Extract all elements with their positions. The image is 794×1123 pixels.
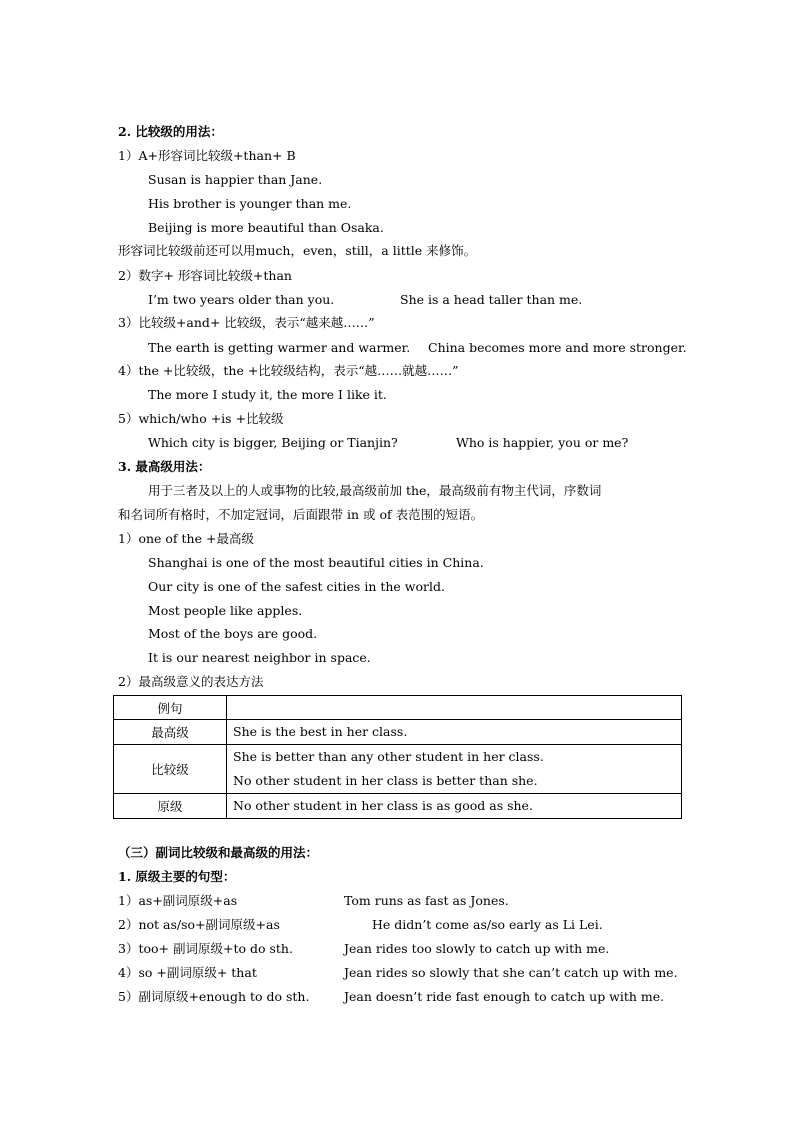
pattern-label: 1）as+副词原级+as: [118, 893, 238, 908]
rule-title: 1）A+形容词比较级+than+ B: [118, 148, 296, 163]
rule-title: 3）比较级+and+ 比较级，表示“越来越……”: [118, 315, 375, 330]
rule-title: 1）one of the +最高级: [118, 531, 254, 546]
example-sentence: The earth is getting warmer and warmer.: [148, 340, 411, 355]
example-sentence: Our city is one of the safest cities in the world.: [148, 579, 445, 594]
pattern-label: 5）副词原级+enough to do sth.: [118, 989, 310, 1004]
pattern-label: 2）not as/so+副词原级+as: [118, 917, 280, 932]
example-sentence: It is our nearest neighbor in space.: [148, 650, 371, 665]
example-sentence: Jean rides so slowly that she can’t catch up with me.: [344, 965, 678, 980]
rule-title: 2）数字+ 形容词比较级+than: [118, 268, 292, 283]
example-sentence: Tom runs as fast as Jones.: [344, 893, 509, 908]
paragraph-line: 用于三者及以上的人或事物的比较,最高级前加 the，最高级前有物主代词，序数词: [148, 483, 602, 498]
table-header-row: [114, 696, 682, 720]
example-sentence: Most of the boys are good.: [148, 626, 318, 641]
rule-title: 5）which/who +is +比较级: [118, 411, 284, 426]
example-sentence: Beijing is more beautiful than Osaka.: [148, 220, 384, 235]
example-sentence: His brother is younger than me.: [148, 196, 352, 211]
table-cell-sentence: She is the best in her class.: [227, 720, 682, 745]
example-sentence: Jean rides too slowly to catch up with me.: [344, 941, 610, 956]
example-sentence: He didn’t come as/so early as Li Lei.: [372, 917, 603, 932]
table-header-cell: [227, 696, 682, 720]
example-sentence: Shanghai is one of the most beautiful cities in China.: [148, 555, 484, 570]
superlative-expression-table: [113, 695, 682, 819]
example-sentence: Which city is bigger, Beijing or Tianjin?: [148, 435, 398, 450]
note-paragraph: 形容词比较级前还可以用much，even，still，a little 来修饰。: [118, 243, 477, 258]
table-row: [114, 745, 682, 794]
table-row: [114, 720, 682, 745]
section-heading-adverbs: （三）副词比较级和最高级的用法：: [118, 845, 319, 860]
example-sentence: Most people like apples.: [148, 603, 303, 618]
example-sentence: Susan is happier than Jane.: [148, 172, 323, 187]
paragraph-line: 和名词所有格时，不加定冠词，后面跟带 in 或 of 表范围的短语。: [118, 507, 484, 522]
example-sentence: Jean doesn’t ride fast enough to catch up with me.: [344, 989, 665, 1004]
table-header-cell: 例句: [114, 696, 227, 720]
example-sentence: The more I study it, the more I like it.: [148, 387, 387, 402]
table-cell-sentences: [227, 745, 682, 794]
table-row: [114, 794, 682, 819]
rule-title: 2）最高级意义的表达方法: [118, 674, 264, 689]
section-heading-superlative: 3. 最高级用法：: [118, 459, 211, 474]
example-sentence: China becomes more and more stronger.: [428, 340, 687, 355]
table-cell-sentence: She is better than any other student in her class.: [233, 749, 544, 764]
example-sentence: Who is happier, you or me?: [456, 435, 629, 450]
sub-heading: 1. 原级主要的句型：: [118, 869, 236, 884]
table-cell-sentence: No other student in her class is better than she.: [233, 773, 538, 788]
table-cell-label: 比较级: [114, 745, 227, 794]
section-heading-comparative: 2. 比较级的用法：: [118, 124, 223, 139]
rule-title: 4）the +比较级，the +比较级结构，表示“越……就越……”: [118, 363, 459, 378]
table-cell-label: 最高级: [114, 720, 227, 745]
pattern-label: 3）too+ 副词原级+to do sth.: [118, 941, 293, 956]
table-cell-label: 原级: [114, 794, 227, 819]
table-cell-sentence: No other student in her class is as good as she.: [227, 794, 682, 819]
example-sentence: I’m two years older than you.: [148, 292, 335, 307]
example-sentence: She is a head taller than me.: [400, 292, 583, 307]
pattern-label: 4）so +副词原级+ that: [118, 965, 257, 980]
